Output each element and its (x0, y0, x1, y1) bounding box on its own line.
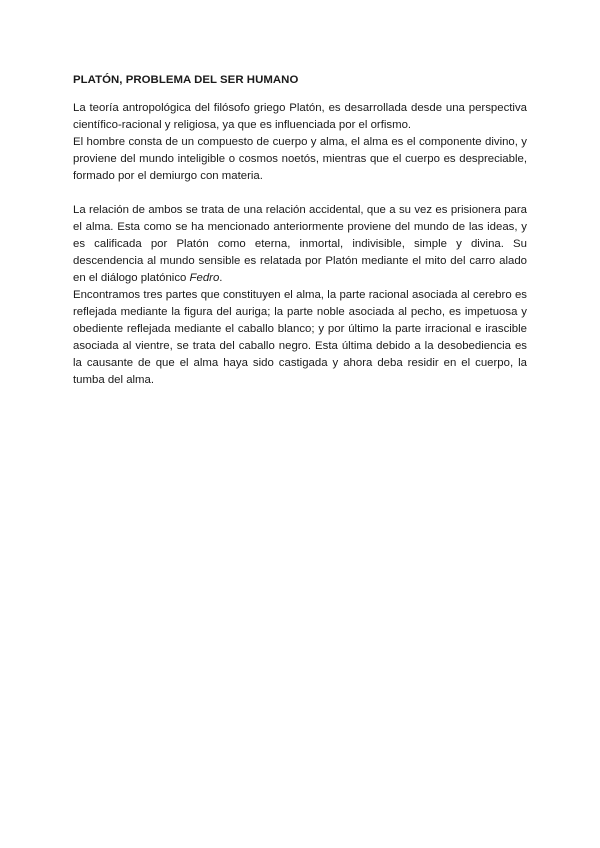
paragraph-3-text: La relación de ambos se trata de una relación accidental, que a su vez es prisionera para el alma. Esta como se ha mencionado anteriormente proviene del mundo de las ideas, y es calificada por Platón como eterna, inmortal, indivisible, simple y divina. Su descendencia al mundo sensible es relatada por Platón mediante el mito del carro alado en el diálogo platónico (73, 204, 527, 284)
fedro-italic: Fedro (189, 272, 220, 284)
document-title: PLATÓN, PROBLEMA DEL SER HUMANO (73, 74, 299, 86)
document-page (73, 72, 527, 389)
paragraph-3 (73, 202, 527, 287)
paragraph-gap (73, 185, 527, 202)
paragraph-3-end: . (219, 272, 223, 284)
paragraph-2: El hombre consta de un compuesto de cuerpo y alma, el alma es el componente divino, y proviene del mundo inteligible o cosmos noetós, mientras que el cuerpo es despreciable, formado por el demiurgo con materia. (73, 136, 527, 182)
paragraph-1: La teoría antropológica del filósofo griego Platón, es desarrollada desde una perspectiva científico-racional y religiosa, ya que es influenciada por el orfismo. (73, 102, 527, 131)
paragraph-4: Encontramos tres partes que constituyen el alma, la parte racional asociada al cerebro es reflejada mediante la figura del auriga; la parte noble asociada al pecho, es impetuosa y obediente reflejada mediante el caballo blanco; y por último la parte irracional e irascible asociada al vientre, se trata del caballo negro. Esta última debido a la desobediencia es la causante de que el alma haya sido castigada y ahora deba residir en el cuerpo, la tumba del alma. (73, 289, 527, 386)
